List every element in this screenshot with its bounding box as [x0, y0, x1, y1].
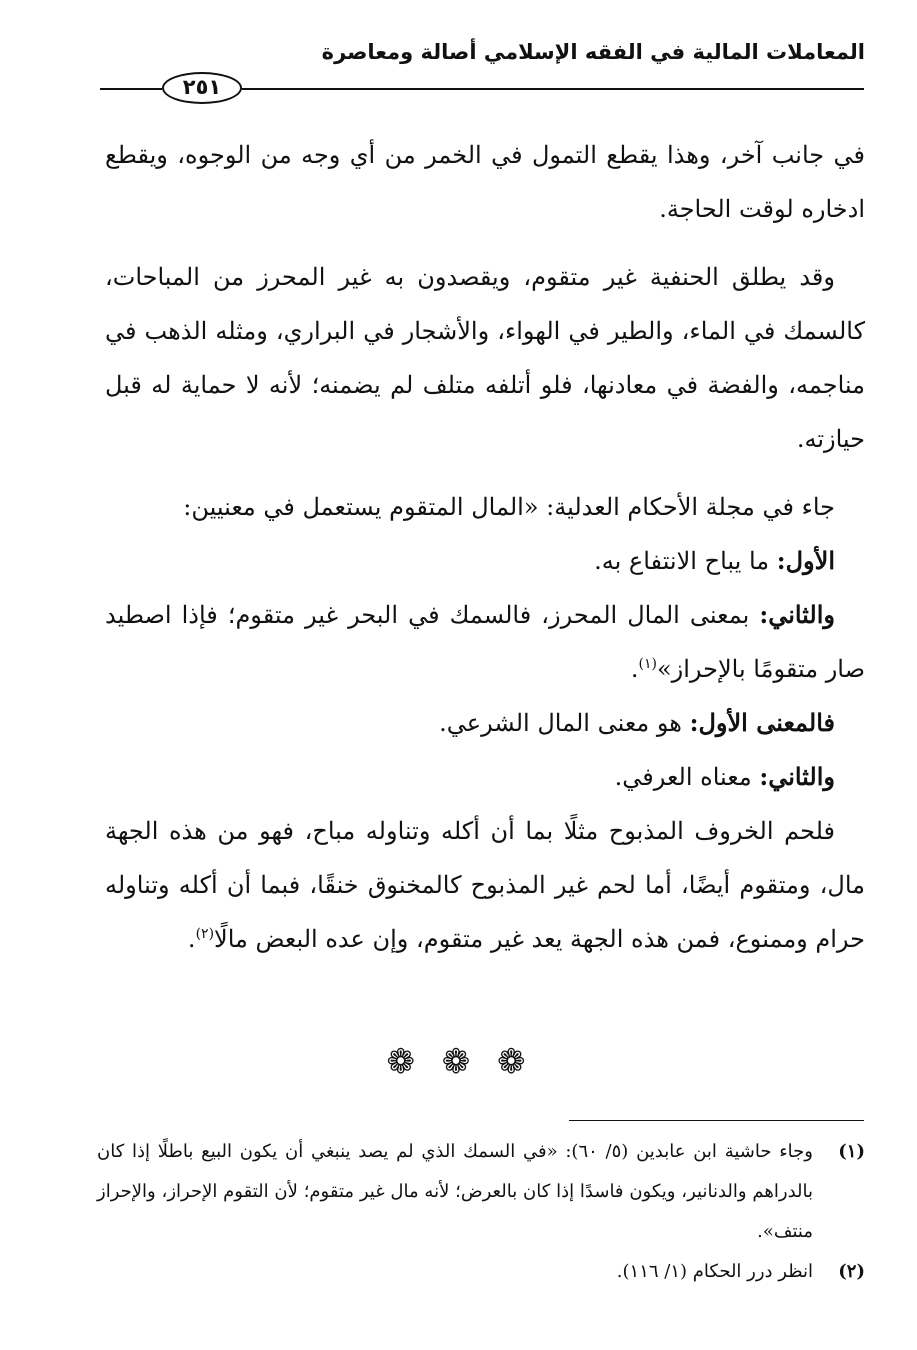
paragraph-6	[105, 696, 865, 750]
paragraph-7-text: معناه العرفي.	[614, 763, 760, 791]
footnote-2-number: (٢)	[838, 1261, 865, 1282]
footnote-ref-1[interactable]: (١)	[638, 656, 657, 672]
paragraph-4-text: ما يباح الانتفاع به.	[594, 547, 777, 575]
header-rule-left	[100, 88, 162, 90]
page-number: ٢٥١	[162, 72, 242, 104]
paragraph-8	[105, 804, 865, 966]
paragraph-7-label: والثاني:	[759, 762, 835, 791]
paragraph-2: وقد يطلق الحنفية غير متقوم، ويقصدون به غير المحرز من المباحات، كالسمك في الماء، والطير في الهواء، والأشجار في البراري، ومثله الذهب في مناجمه، والفضة في معادنها، فلو أتلفه متلف لم يضمنه؛ لأنه لا حماية له قبل حيازته.	[105, 263, 865, 453]
paragraph-4	[105, 534, 865, 588]
paragraph-8-text: فلحم الخروف المذبوح مثلًا بما أن أكله وتناوله مباح، فهو من هذه الجهة مال، ومتقوم أيضًا، أما لحم غير المذبوح كالمخنوق خنقًا، فبما أن أكله وتناوله حرام وممنوع، فمن هذه الجهة يعد غير متقوم، وإن عده البعض مالًا	[105, 817, 865, 953]
footnote-1-number: (١)	[838, 1141, 865, 1162]
paragraph-4-label: الأول:	[776, 546, 835, 575]
paragraph-5-label: والثاني:	[759, 600, 835, 629]
footnote-1	[97, 1132, 865, 1252]
footnote-1-text: وجاء حاشية ابن عابدين (٥/ ٦٠): «في السمك الذي لم يصد ينبغي أن يكون البيع باطلًا إذا كان بالدراهم والدنانير، ويكون فاسدًا إذا كان بالعرض؛ لأنه مال غير متقوم؛ لأن التقوم الإحراز، والإحراز منتف».	[97, 1141, 813, 1242]
paragraph-6-label: فالمعنى الأول:	[689, 708, 835, 737]
footnotes	[97, 1132, 865, 1292]
paragraph-8-end: .	[187, 925, 196, 953]
paragraph-5-end: .	[630, 655, 639, 683]
paragraph-6-text: هو معنى المال الشرعي.	[439, 709, 690, 737]
paragraph-3: جاء في مجلة الأحكام العدلية: «المال المتقوم يستعمل في معنيين:	[183, 493, 835, 521]
paragraph-5-text: بمعنى المال المحرز، فالسمك في البحر غير متقوم؛ فإذا اصطيد صار متقومًا بالإحراز»	[105, 601, 865, 683]
header-rule-right	[242, 88, 864, 90]
footnote-2	[97, 1252, 865, 1292]
paragraph-1: في جانب آخر، وهذا يقطع التمول في الخمر من أي وجه من الوجوه، ويقطع ادخاره لوقت الحاجة.	[105, 141, 865, 223]
paragraph-5	[105, 588, 865, 696]
footnote-separator	[569, 1120, 864, 1121]
paragraph-7	[105, 750, 865, 804]
body-text	[105, 128, 865, 966]
footnote-ref-2[interactable]: (٢)	[195, 926, 215, 942]
footnote-2-text: انظر درر الحكام (١/ ١١٦).	[616, 1261, 813, 1282]
running-header-title: المعاملات المالية في الفقه الإسلامي أصالة ومعاصرة	[321, 40, 865, 64]
section-ornament: ❁ ❁ ❁	[386, 1042, 534, 1082]
